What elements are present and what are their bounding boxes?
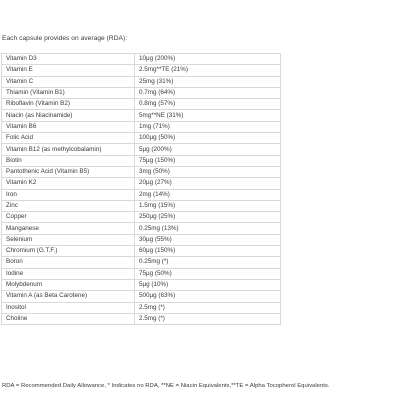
nutrient-amount: 0.25mg (*) (135, 257, 281, 268)
nutrient-amount: 30µg (55%) (135, 234, 281, 245)
table-row (2, 257, 281, 268)
table-row (2, 178, 281, 189)
table-row (2, 99, 281, 110)
nutrient-amount: 250µg (25%) (135, 212, 281, 223)
nutrient-amount: 1mg (71%) (135, 121, 281, 132)
nutrient-name: Niacin (as Niacinamide) (2, 110, 135, 121)
nutrient-name: Vitamin A (as Beta Carotene) (2, 291, 135, 302)
table-row (2, 144, 281, 155)
nutrient-amount: 5µg (10%) (135, 279, 281, 290)
nutrient-amount: 0.25mg (13%) (135, 223, 281, 234)
table-row (2, 189, 281, 200)
nutrient-table-body (2, 54, 281, 325)
nutrient-name: Biotin (2, 155, 135, 166)
nutrient-amount: 0.7mg (64%) (135, 87, 281, 98)
nutrient-name: Copper (2, 212, 135, 223)
nutrient-amount: 3mg (50%) (135, 166, 281, 177)
nutrient-name: Iodine (2, 268, 135, 279)
table-row (2, 200, 281, 211)
nutrient-amount: 5µg (200%) (135, 144, 281, 155)
table-row (2, 166, 281, 177)
table-row (2, 133, 281, 144)
nutrient-name: Inositol (2, 302, 135, 313)
nutrient-name: Zinc (2, 200, 135, 211)
table-row (2, 212, 281, 223)
table-row (2, 291, 281, 302)
nutrient-amount: 60µg (150%) (135, 246, 281, 257)
table-row (2, 155, 281, 166)
nutrient-name: Vitamin K2 (2, 178, 135, 189)
nutrient-name: Pantothenic Acid (Vitamin B5) (2, 166, 135, 177)
nutrient-name: Folic Acid (2, 133, 135, 144)
nutrient-name: Boron (2, 257, 135, 268)
nutrient-name: Manganese (2, 223, 135, 234)
table-row (2, 76, 281, 87)
table-row (2, 110, 281, 121)
nutrient-amount: 2mg (14%) (135, 189, 281, 200)
nutrient-amount: 20µg (27%) (135, 178, 281, 189)
table-row (2, 87, 281, 98)
table-row (2, 313, 281, 324)
nutrient-amount: 0.8mg (57%) (135, 99, 281, 110)
nutrient-amount: 25mg (31%) (135, 76, 281, 87)
table-row (2, 302, 281, 313)
nutrient-name: Thiamin (Vitamin B1) (2, 87, 135, 98)
nutrient-amount: 500µg (63%) (135, 291, 281, 302)
nutrient-amount: 75µg (50%) (135, 268, 281, 279)
nutrient-amount: 2.5mg (*) (135, 302, 281, 313)
table-row (2, 234, 281, 245)
nutrient-amount: 2.5mg (*) (135, 313, 281, 324)
nutrient-name: Molybdenum (2, 279, 135, 290)
nutrient-name: Vitamin B6 (2, 121, 135, 132)
table-row (2, 223, 281, 234)
table-row (2, 121, 281, 132)
nutrient-name: Vitamin D3 (2, 54, 135, 65)
nutrient-amount: 100µg (50%) (135, 133, 281, 144)
nutrient-name: Iron (2, 189, 135, 200)
table-row (2, 54, 281, 65)
nutrient-table (1, 53, 281, 325)
nutrient-name: Vitamin B12 (as methylcobalamin) (2, 144, 135, 155)
footnote: RDA = Recommended Daily Allowance, * Indicates no RDA, **NE = Niacin Equivalents,**TE = Alpha Tocopherol Equivalents. (2, 383, 330, 389)
nutrient-name: Vitamin C (2, 76, 135, 87)
nutrient-amount: 2.5mg**TE (21%) (135, 65, 281, 76)
table-row (2, 279, 281, 290)
nutrient-amount: 1.5mg (15%) (135, 200, 281, 211)
table-row (2, 268, 281, 279)
nutrient-name: Vitamin E (2, 65, 135, 76)
nutrient-amount: 75µg (150%) (135, 155, 281, 166)
table-row (2, 65, 281, 76)
intro-text: Each capsule provides on average (RDA): (2, 35, 128, 42)
nutrient-amount: 10µg (200%) (135, 54, 281, 65)
nutrient-name: Riboflavin (Vitamin B2) (2, 99, 135, 110)
nutrient-name: Selenium (2, 234, 135, 245)
nutrient-name: Chromium (G.T.F.) (2, 246, 135, 257)
nutrient-name: Choline (2, 313, 135, 324)
table-row (2, 246, 281, 257)
nutrient-amount: 5mg**NE (31%) (135, 110, 281, 121)
